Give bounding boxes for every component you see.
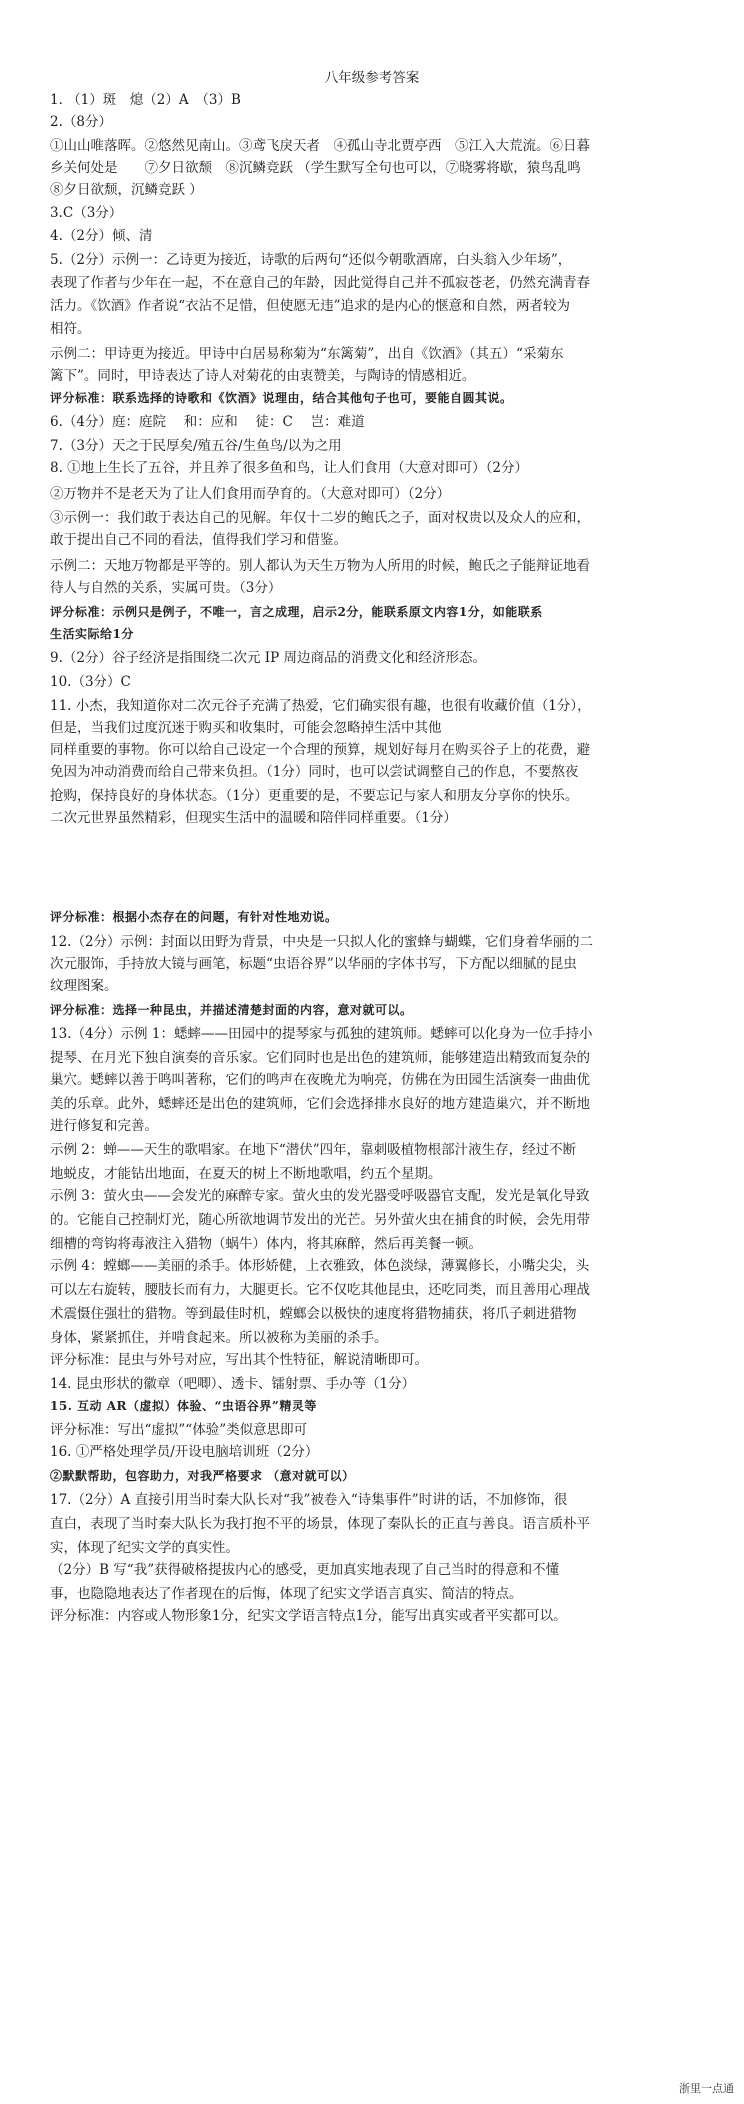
answer-line: 进行修复和完善。 <box>50 1118 158 1134</box>
answer-line: 纹理图案。 <box>50 978 118 994</box>
answer-line: 地蜕皮，才能钻出地面，在夏天的树上不断地歌唱，约五个星期。 <box>50 1166 442 1182</box>
answer-line: 10.（3分）C <box>50 674 131 690</box>
answer-line: 但是，当我们过度沉迷于购买和收集时，可能会忽略掉生活中其他 <box>50 720 442 736</box>
answer-line: 14. 昆虫形状的徽章（吧唧）、透卡、镭射票、手办等（1分） <box>50 1376 416 1392</box>
answer-line: ③示例一：我们敢于表达自己的见解。年仅十二岁的鲍氏之子，面对权贵以及众人的应和， <box>50 510 590 526</box>
answer-line: 2.（8分） <box>50 114 112 130</box>
answer-line: 评分标准：内容或人物形象1分，纪实文学语言特点1分，能写出真实或者平实都可以。 <box>50 1608 567 1624</box>
answer-line: 同样重要的事物。你可以给自己设定一个合理的预算，规划好每月在购买谷子上的花费，避 <box>50 742 590 758</box>
answer-line: 身体，紧紧抓住，并啃食起来。所以被称为美丽的杀手。 <box>50 1330 388 1346</box>
page-title: 八年级参考答案 <box>324 70 420 86</box>
answer-line: ⑧夕日欲颓，沉鳞竞跃 ） <box>50 182 203 198</box>
answer-line: 17.（2分）A 直接引用当时秦大队长对“我”被卷入“诗集事件”时讲的话，不加修饰，很 <box>50 1492 568 1508</box>
answer-line: 表现了作者与少年在一起，不在意自己的年龄，因此觉得自己并不孤寂苍老，仍然充满青春 <box>50 275 590 291</box>
answer-line: 8. ①地上生长了五谷，并且养了很多鱼和鸟，让人们食用（大意对即可）（2分） <box>50 460 529 476</box>
answer-line: 敢于提出自己不同的看法，值得我们学习和借鉴。 <box>50 532 347 548</box>
answer-line: 7.（3分）天之于民厚矣/殖五谷/生鱼鸟/以为之用 <box>50 438 342 454</box>
answer-line: 示例 3：萤火虫——会发光的麻醉专家。萤火虫的发光器受呼吸器官支配，发光是氧化导致 <box>50 1188 590 1204</box>
answer-line: 13.（4分）示例 1：蟋蟀——田园中的提琴家与孤独的建筑师。蟋蟀可以化身为一位手持小 <box>50 1026 593 1042</box>
answer-line: 可以左右旋转，腰肢长而有力，大腿更长。它不仅吃其他昆虫，还吃同类，而且善用心理战 <box>50 1282 590 1298</box>
answer-line: 示例 2：蝉——天生的歌唱家。在地下“潜伏”四年，靠刺吸植物根部汁液生存，经过不断 <box>50 1142 577 1158</box>
answer-line: 提琴、在月光下独自演奏的音乐家。它们同时也是出色的建筑师，能够建造出精致而复杂的 <box>50 1050 590 1066</box>
answer-line: 实，体现了纪实文学的真实性。 <box>50 1540 239 1556</box>
scoring-criteria-line: 15. 互动 AR（虚拟）体验、“虫语谷界”精灵等 <box>50 1399 317 1413</box>
answer-line: 直白，表现了当时秦大队长为我打抱不平的场景，体现了秦队长的正直与善良。语言质朴平 <box>50 1516 590 1532</box>
answer-line: 6.（4分）庭：庭院 和：应和 徒：C 岂：难道 <box>50 414 365 430</box>
scoring-criteria-line: 评分标准：选择一种昆虫，并描述清楚封面的内容，意对就可以。 <box>50 1003 413 1017</box>
answer-line: ②万物并不是老天为了让人们食用而孕育的。（大意对即可）（2分） <box>50 486 451 502</box>
answer-line: 示例二：天地万物都是平等的。别人都认为天生万物为人所用的时候，鲍氏之子能辩证地看 <box>50 558 590 574</box>
answer-line: 12.（2分）示例：封面以田野为背景，中央是一只拟人化的蜜蜂与蝴蝶，它们身着华丽的二 <box>50 934 594 950</box>
answer-line: 示例二：甲诗更为接近。甲诗中白居易称菊为“东篱菊”，出自《饮酒》（其五）“采菊东 <box>50 346 564 362</box>
answer-line: 细槽的弯钩将毒液注入猎物（蜗牛）体内，将其麻醉，然后再美餐一顿。 <box>50 1236 482 1252</box>
answer-line: 次元服饰，手持放大镜与画笔，标题“虫语谷界”以华丽的字体书写，下方配以细腻的昆虫 <box>50 956 577 972</box>
answer-line: 9.（2分）谷子经济是指围绕二次元 IP 周边商品的消费文化和经济形态。 <box>50 650 486 666</box>
answer-line: 乡关何处是 ⑦夕日欲颓 ⑧沉鳞竞跃 （学生默写全句也可以，⑦晓雾将歇，猿鸟乱鸣 <box>50 160 581 176</box>
answer-line: 待人与自然的关系，实属可贵。（3分） <box>50 580 282 596</box>
answer-line: 5.（2分）示例一：乙诗更为接近，诗歌的后两句“还似今朝歌酒席，白头翁入少年场”， <box>50 252 572 268</box>
answer-line: ①山山唯落晖。②悠然见南山。③鸢飞戾天者 ④孤山寺北贾亭西 ⑤江入大荒流。⑥日暮 <box>50 138 590 154</box>
answer-line: 二次元世界虽然精彩，但现实生活中的温暖和陪伴同样重要。（1分） <box>50 810 457 826</box>
scoring-criteria-line: 评分标准：根据小杰存在的问题，有针对性地劝说。 <box>50 910 338 924</box>
answer-line: 示例 4：螳螂——美丽的杀手。体形娇健，上衣雅致，体色淡绿，薄翼修长，小嘴尖尖，头 <box>50 1258 590 1274</box>
scoring-criteria-line: 生活实际给1分 <box>50 627 134 641</box>
answer-line: 相符。 <box>50 321 91 337</box>
answer-line: 巢穴。蟋蟀以善于鸣叫著称，它们的鸣声在夜晚尤为响亮，仿佛在为田园生活演奏一曲曲优 <box>50 1072 590 1088</box>
answer-line: 免因为冲动消费而给自己带来负担。（1分）同时，也可以尝试调整自己的作息，不要熬夜 <box>50 764 579 780</box>
answer-line: 美的乐章。此外，蟋蟀还是出色的建筑师，它们会选择排水良好的地方建造巢穴，并不断地 <box>50 1096 590 1112</box>
answer-line: 评分标准：写出“虚拟”“体验”类似意思即可 <box>50 1422 308 1438</box>
scoring-criteria-line: 评分标准：示例只是例子，不唯一，言之成理，启示2分，能联系原文内容1分，如能联系 <box>50 605 543 619</box>
answer-line: 4.（2分）倾、清 <box>50 228 153 244</box>
answer-line: 术震慑住强壮的猎物。等到最佳时机，螳螂会以极快的速度将猎物捕获，将爪子刺进猎物 <box>50 1306 577 1322</box>
answer-line: 11. 小杰，我知道你对二次元谷子充满了热爱，它们确实很有趣，也很有收藏价值（1分）， <box>50 698 591 714</box>
watermark: 浙里一点通 <box>679 2082 734 2095</box>
answer-line: 评分标准：昆虫与外号对应，写出其个性特征，解说清晰即可。 <box>50 1352 428 1368</box>
answer-line: 16. ①严格处理学员/开设电脑培训班（2分） <box>50 1444 319 1460</box>
answer-line: 1. （1）斑 熄（2）A （3）B <box>50 92 241 108</box>
scoring-criteria-line: 评分标准：联系选择的诗歌和《饮酒》说理由，结合其他句子也可，要能自圆其说。 <box>50 391 513 405</box>
answer-line: 抢购，保持良好的身体状态。（1分）更重要的是，不要忘记与家人和朋友分享你的快乐。 <box>50 788 579 804</box>
answer-line: 活力。《饮酒》作者说“衣沾不足惜，但使愿无违”追求的是内心的惬意和自然，两者较为 <box>50 298 571 314</box>
answer-line: （2分）B 写“我”获得破格提拔内心的感受，更加真实地表现了自己当时的得意和不懂 <box>50 1562 560 1578</box>
answer-line: 篱下”。同时，甲诗表达了诗人对菊花的由衷赞美，与陶诗的情感相近。 <box>50 368 476 384</box>
scoring-criteria-line: ②默默帮助，包容助力，对我严格要求 （意对就可以） <box>50 1469 355 1483</box>
answer-line: 事，也隐隐地表达了作者现在的后悔，体现了纪实文学语言真实、简洁的特点。 <box>50 1586 523 1602</box>
answer-line: 3.C（3分） <box>50 205 123 221</box>
answer-line: 的。它能自己控制灯光，随心所欲地调节发出的光芒。另外萤火虫在捕食的时候，会先用带 <box>50 1212 590 1228</box>
